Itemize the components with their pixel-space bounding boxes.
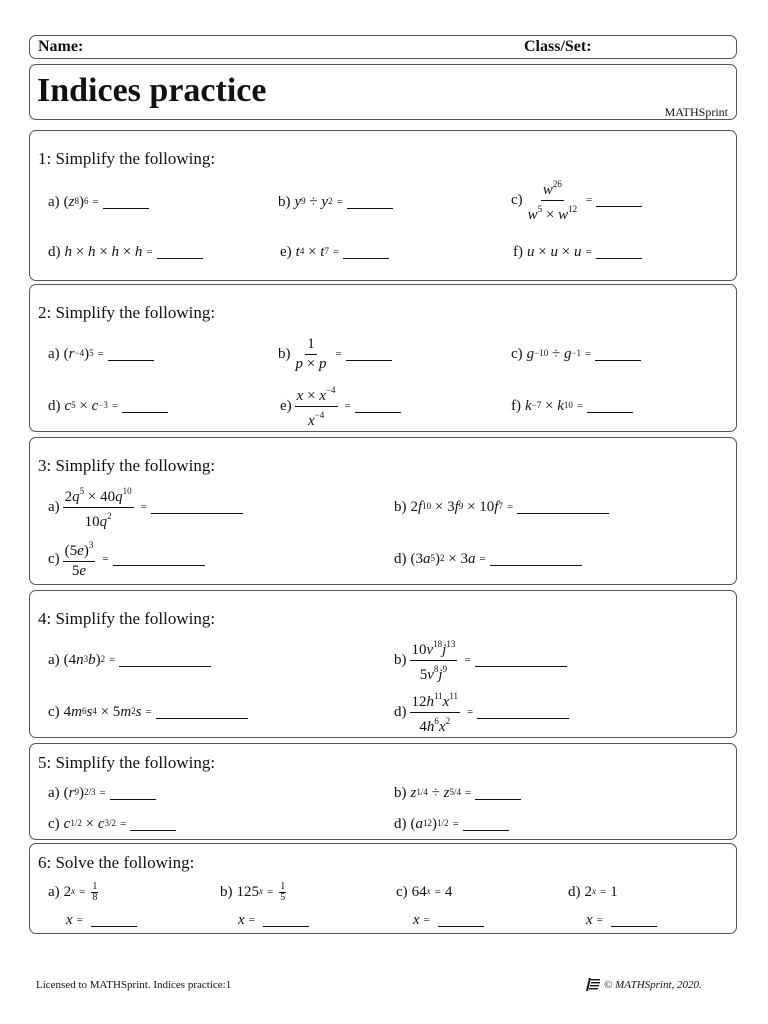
question-1-heading: 1: Simplify the following: xyxy=(38,149,216,168)
item-label: d) xyxy=(394,815,407,832)
answer-blank[interactable] xyxy=(595,348,641,361)
q4-b: b) $\frac{10v^{18}j^{13}}{5v^8j^9}$ = xyxy=(394,637,567,683)
answer-blank[interactable] xyxy=(346,348,392,361)
question-2-heading: 2: Simplify the following: xyxy=(38,303,216,322)
item-label: c) xyxy=(396,883,408,900)
q6-c-x: x = xyxy=(413,910,484,930)
answer-blank[interactable] xyxy=(119,654,211,667)
item-label: b) xyxy=(220,883,233,900)
question-6-box xyxy=(29,843,737,934)
q5-a: a) ( r $^9$ ) $^{2/3}$ = xyxy=(48,782,156,804)
fraction: $\frac{x \times x^{-4}}{x^{-4}}$ xyxy=(296,384,336,429)
fraction: $\frac{w^{26}}{w^5 \times w^{12}}$ xyxy=(527,178,578,223)
item-label: d) xyxy=(568,883,581,900)
q2-e: e) $\frac{x \times x^{-4}}{x^{-4}}$ = xyxy=(280,383,401,429)
question-6-heading: 6: Solve the following: xyxy=(38,853,195,872)
item-label: b) xyxy=(278,193,291,210)
item-label: c) xyxy=(511,191,523,208)
header-box xyxy=(29,35,737,59)
item-label: a) xyxy=(48,193,60,210)
answer-blank[interactable] xyxy=(611,914,657,927)
answer-blank[interactable] xyxy=(587,400,633,413)
q3-c: c) $\frac{(5e)^3}{5e}$ = xyxy=(48,536,205,582)
answer-blank[interactable] xyxy=(355,400,401,413)
q1-c: c) $\frac{w^{26}}{w^5 \times w^{12}}$ = xyxy=(511,177,642,223)
brand-label: MATHSprint xyxy=(664,105,728,119)
q1-a: a) ( z $^8$ ) $^6$ = xyxy=(48,189,149,215)
q3-a: a) $\frac{2q^5 \times 40q^{10}}{10q^2}$ = xyxy=(48,484,243,530)
fraction: $\frac{1}{p \times p}$ xyxy=(295,335,327,372)
question-3-box xyxy=(29,437,737,585)
name-label: Name: xyxy=(38,38,84,55)
fraction: $\frac{10v^{18}j^{13}}{5v^8j^9}$ xyxy=(411,638,456,683)
q2-f: f) k $^{-7}$ × k $^{10}$ = xyxy=(511,393,633,419)
question-2-box xyxy=(29,284,737,432)
fraction: $\frac{2q^5 \times 40q^{10}}{10q^2}$ xyxy=(64,485,132,530)
q5-b: b) z $^{1/4}$ ÷ z $^{5/4}$ = xyxy=(394,782,521,804)
item-label: e) xyxy=(280,243,292,260)
item-label: f) xyxy=(513,243,523,260)
q6-b-x: x = xyxy=(238,910,309,930)
answer-blank[interactable] xyxy=(151,501,243,514)
fraction: $\frac{(5e)^3}{5e}$ xyxy=(64,540,94,579)
q1-b: b) y $^9$ ÷ y $^2$ = xyxy=(278,189,393,215)
rhs-value: 4 xyxy=(444,883,453,900)
answer-blank[interactable] xyxy=(463,818,509,831)
answer-blank[interactable] xyxy=(122,400,168,413)
item-label: a) xyxy=(48,883,60,900)
item-label: d) xyxy=(48,243,61,260)
question-5-box xyxy=(29,743,737,840)
item-label: b) xyxy=(394,784,407,801)
answer-blank[interactable] xyxy=(263,914,309,927)
fraction: $\frac{1}{5}$ xyxy=(280,880,286,903)
q6-d: d) 2 $^x$ = 1 xyxy=(568,883,618,900)
answer-blank[interactable] xyxy=(343,246,389,259)
rhs-value: 1 xyxy=(610,883,618,900)
item-label: e) xyxy=(280,397,292,414)
q5-c: c) c $^{1/2}$ × c $^{3/2}$ = xyxy=(48,813,176,835)
item-label: d) xyxy=(394,550,407,567)
item-label: d) xyxy=(48,397,61,414)
footer-copyright: © MATHSprint, 2020. xyxy=(604,979,702,991)
mathsprint-logo-icon xyxy=(584,976,602,992)
item-label: c) xyxy=(48,703,60,720)
answer-blank[interactable] xyxy=(490,553,582,566)
question-4-box xyxy=(29,590,737,738)
answer-blank[interactable] xyxy=(110,787,156,800)
answer-blank[interactable] xyxy=(477,706,569,719)
answer-blank[interactable] xyxy=(438,914,484,927)
q2-d: d) c $^5$ × c $^{-3}$ = xyxy=(48,393,168,419)
q1-e: e) t $^4$ × t $^7$ = xyxy=(280,239,389,265)
item-label: c) xyxy=(511,345,523,362)
q2-b: b) $\frac{1}{p \times p}$ = xyxy=(278,331,392,377)
answer-blank[interactable] xyxy=(113,553,205,566)
answer-blank[interactable] xyxy=(596,246,642,259)
item-label: b) xyxy=(278,345,291,362)
answer-blank[interactable] xyxy=(156,706,248,719)
q6-a-x: x = xyxy=(66,910,137,930)
item-label: b) xyxy=(394,651,407,668)
q1-f: f) u × u × u = xyxy=(513,239,642,265)
answer-blank[interactable] xyxy=(596,194,642,207)
q4-a: a) (4 n $^3$ b ) $^2$ = xyxy=(48,647,211,673)
q6-a: a) 2 $^x$ = $\frac{1}{8}$ xyxy=(48,880,98,903)
answer-blank[interactable] xyxy=(130,818,176,831)
answer-blank[interactable] xyxy=(475,787,521,800)
footer-license: Licensed to MATHSprint. Indices practice:1 xyxy=(36,979,232,991)
question-1-box xyxy=(29,130,737,281)
item-label: b) xyxy=(394,498,407,515)
q5-d: d) ( a $^{12}$ ) $^{1/2}$ = xyxy=(394,813,509,835)
q4-d: d) $\frac{12h^{11}x^{11}}{4h^6x^2}$ = xyxy=(394,689,569,735)
question-3-heading: 3: Simplify the following: xyxy=(38,456,216,475)
item-label: c) xyxy=(48,550,60,567)
q6-b: b) 125 $^x$ = $\frac{1}{5}$ xyxy=(220,880,286,903)
q4-c: c) 4 m $^6$ s $^4$ × 5 m $^2$ s = xyxy=(48,699,248,725)
q3-d: d) (3 a $^5$ ) $^2$ × 3 a = xyxy=(394,546,582,572)
item-label: a) xyxy=(48,651,60,668)
class-set-label: Class/Set: xyxy=(524,38,592,55)
q2-c: c) g $^{-10}$ ÷ g $^{-1}$ = xyxy=(511,341,641,367)
answer-blank[interactable] xyxy=(157,246,203,259)
item-label: c) xyxy=(48,815,60,832)
answer-blank[interactable] xyxy=(347,196,393,209)
q1-d: d) h × h × h × h = xyxy=(48,239,203,265)
answer-blank[interactable] xyxy=(108,348,154,361)
fraction: $\frac{1}{8}$ xyxy=(92,880,98,903)
fraction: $\frac{12h^{11}x^{11}}{4h^6x^2}$ xyxy=(411,690,459,735)
q6-c: c) 64 $^x$ = 4 xyxy=(396,883,453,900)
page-title: Indices practice xyxy=(37,72,267,109)
item-label: a) xyxy=(48,498,60,515)
answer-blank[interactable] xyxy=(517,501,609,514)
title-box xyxy=(29,64,737,120)
answer-blank[interactable] xyxy=(91,914,137,927)
q6-d-x: x = xyxy=(586,910,657,930)
question-4-heading: 4: Simplify the following: xyxy=(38,609,216,628)
item-label: a) xyxy=(48,784,60,801)
answer-blank[interactable] xyxy=(475,654,567,667)
item-label: d) xyxy=(394,703,407,720)
question-5-heading: 5: Simplify the following: xyxy=(38,753,216,772)
q3-b: b) 2 f $^{10}$ × 3 f $^9$ × 10 f $^7$ = xyxy=(394,494,609,520)
q2-a: a) ( r $^{-4}$ ) $^5$ = xyxy=(48,341,154,367)
item-label: f) xyxy=(511,397,521,414)
answer-blank[interactable] xyxy=(103,196,149,209)
item-label: a) xyxy=(48,345,60,362)
